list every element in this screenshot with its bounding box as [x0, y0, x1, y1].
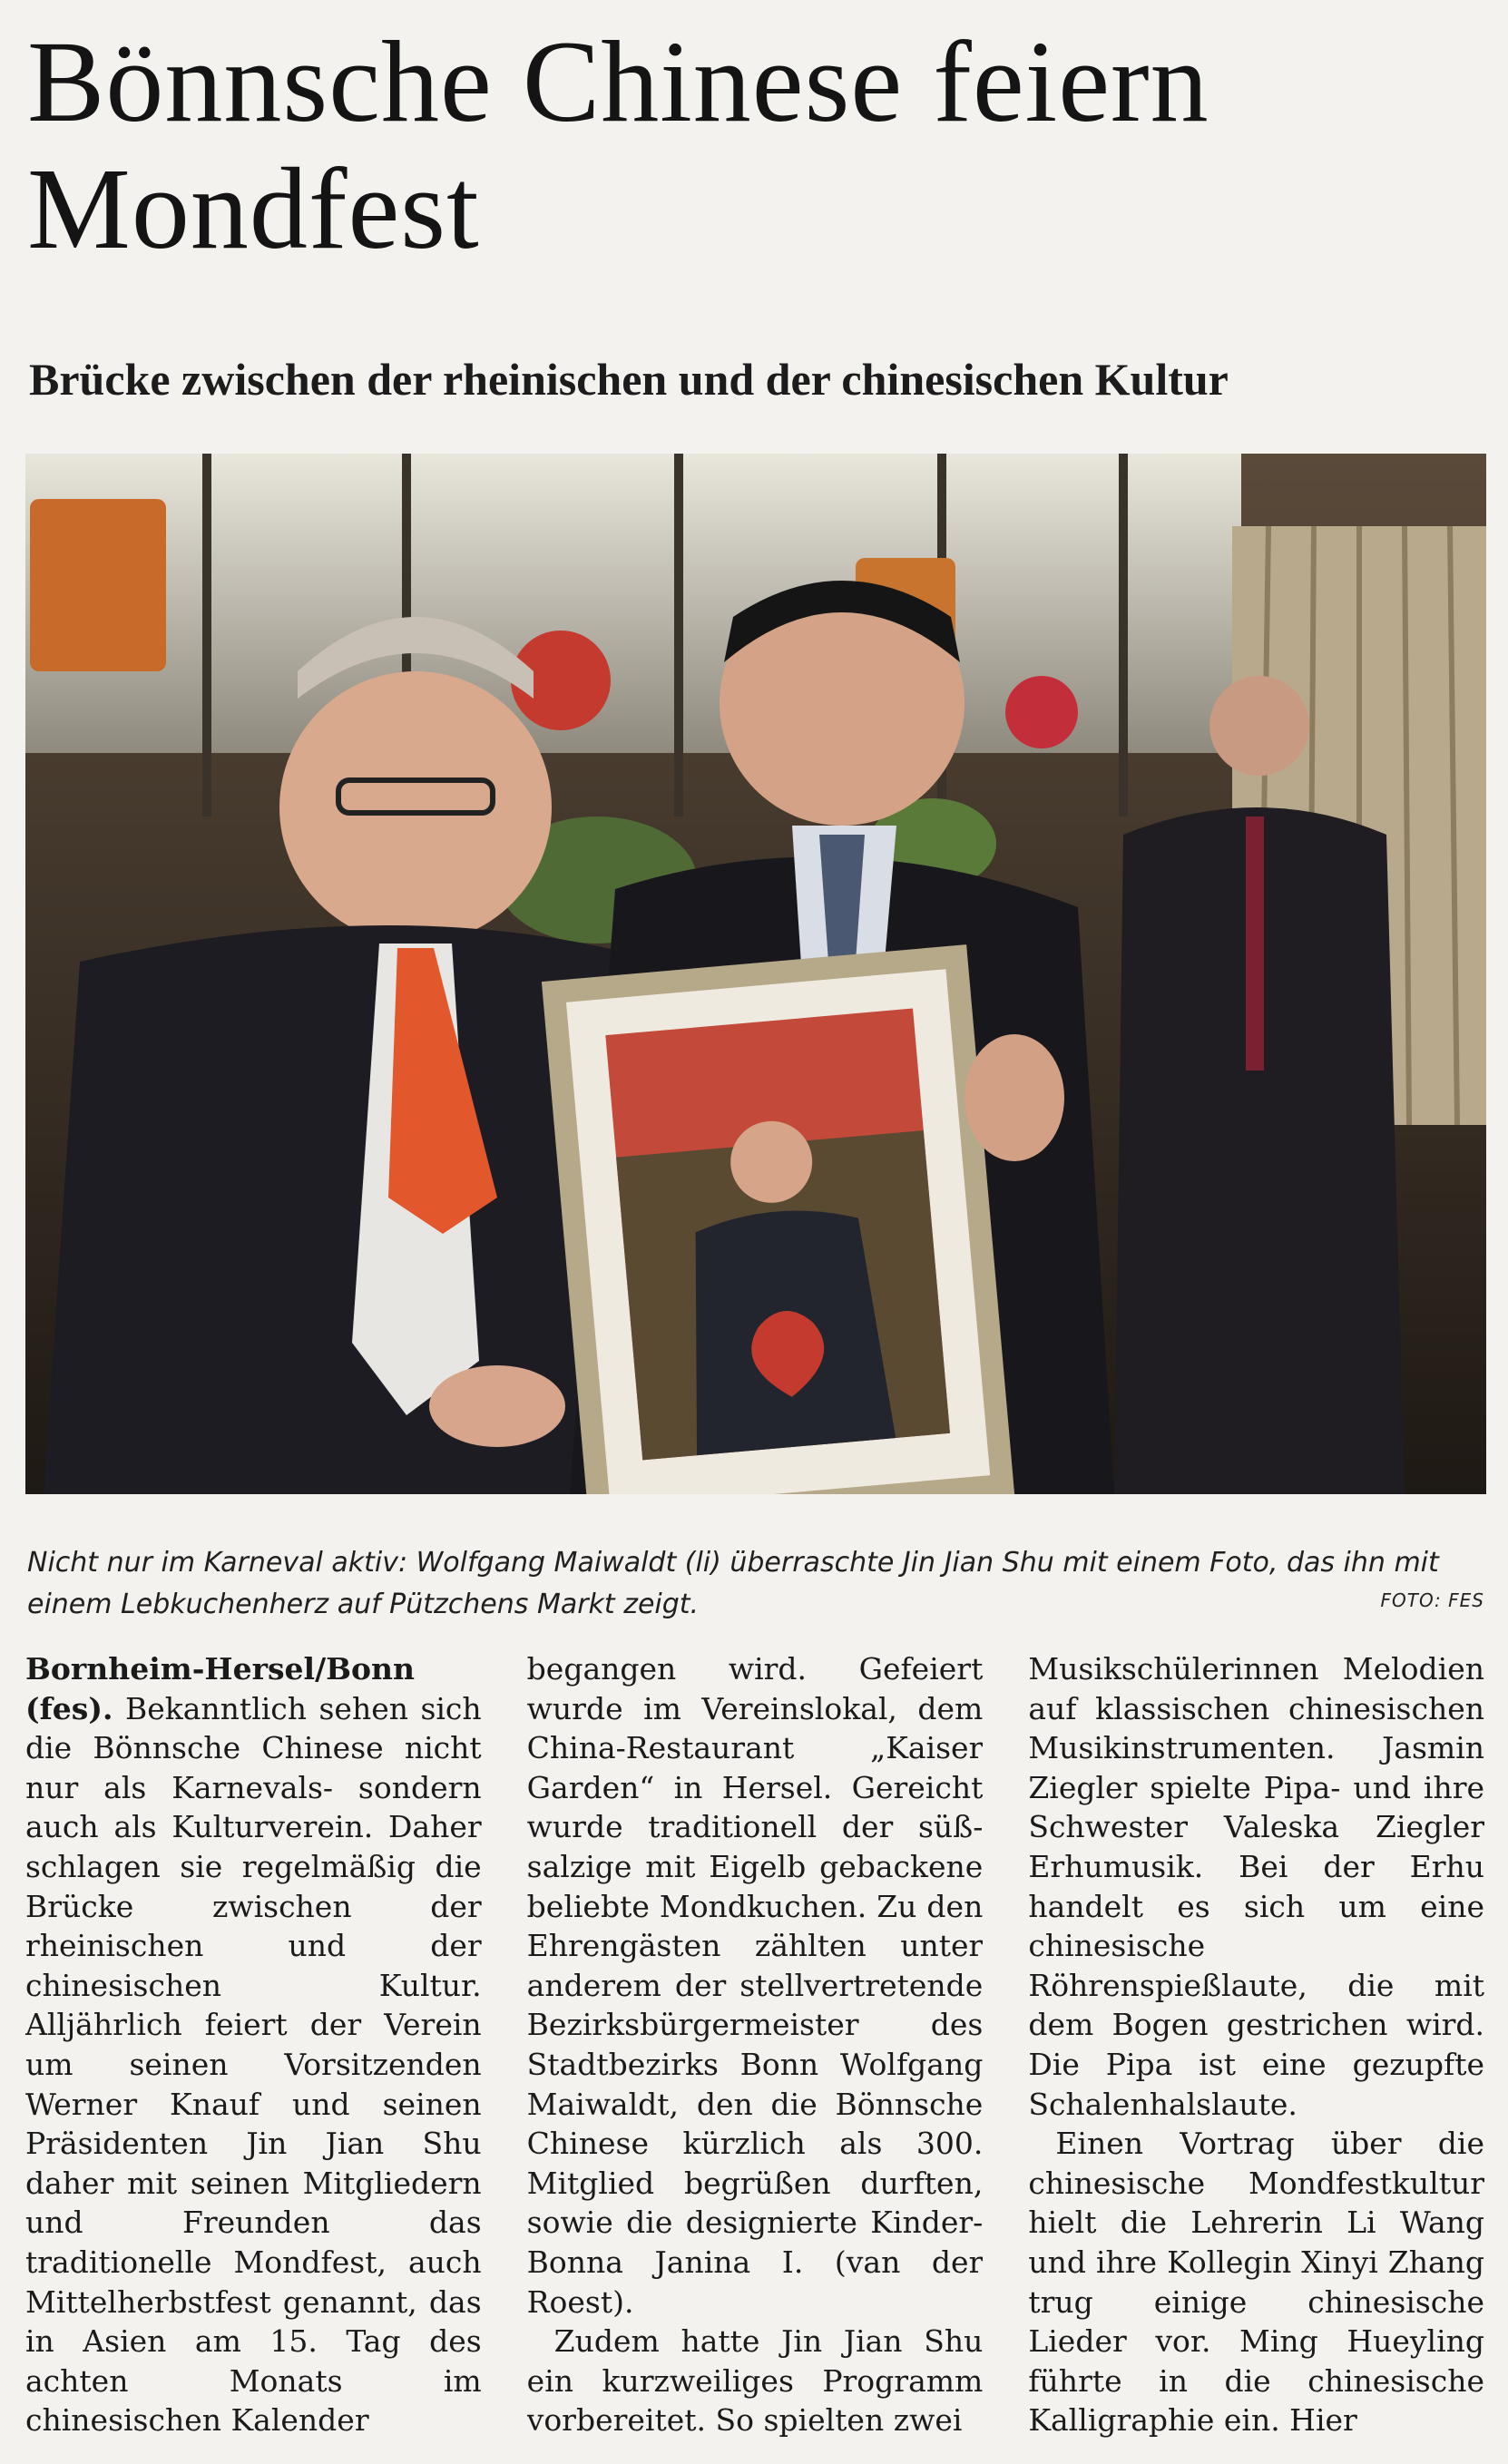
article-body	[25, 1649, 1484, 2448]
article-column-1	[25, 1649, 482, 2448]
paragraph-text: Bekanntlich sehen sich die Bönnsche Chinese nicht nur als Karnevals- sondern auch als Kulturverein. Daher schlagen sie regelmäßig die Brücke zwischen der rheinischen und der chinesischen Kultur. Alljährlich feiert der Verein um seinen Vorsitzenden Werner Knauf und seinen Präsidenten Jin Jian Shu daher mit seinen Mitgliedern und Freunden das traditionelle Mondfest, auch Mittelherbstfest genannt, das in Asien am 15. Tag des achten Monats im chinesischen Kalender	[25, 1690, 482, 2439]
dateline: Bornheim-Hersel/Bonn (fes).	[25, 1651, 416, 1726]
subheadline: Brücke zwischen der rheinischen und der chinesischen Kultur	[29, 354, 1229, 405]
photo-caption: Nicht nur im Karneval aktiv: Wolfgang Maiwaldt (li) überraschte Jin Jian Shu mit einem Foto, das ihn mit einem Lebkuchenherz auf Pützchens Markt zeigt.	[27, 1547, 1439, 1620]
photo-illustration	[25, 454, 1486, 1494]
article-column-3	[1028, 1649, 1484, 2448]
article-paragraph: Einen Vortrag über die chinesische Mondfestkultur hielt die Lehrerin Li Wang und ihre Kollegin Xinyi Zhang trug einige chinesische Lieder vor. Ming Hueyling führte in die chinesische Kalligraphie ein. Hier	[1028, 2126, 1485, 2439]
article-photo	[25, 454, 1486, 1494]
photo-credit: FOTO: FES	[1380, 1589, 1484, 1611]
article-column-2	[527, 1649, 984, 2448]
article-paragraph: Musikschülerinnen Melodien auf klassischen chinesischen Musikinstrumenten. Jasmin Ziegler spielte Pipa- und ihre Schwester Valeska Ziegler Erhumusik. Bei der Erhu handelt es sich um eine chinesische Röhrenspießlaute, die mit dem Bogen gestrichen wird. Die Pipa ist eine gezupfte Schalenhalslaute.	[1028, 1651, 1485, 2122]
article-paragraph	[25, 1649, 482, 2440]
headline: Bönnsche Chinese feiern Mondfest	[27, 17, 1209, 273]
article-paragraph: begangen wird. Gefeiert wurde im Vereinslokal, dem China-Restaurant „Kaiser Garden“ in Hersel. Gereicht wurde traditionell der süß-salzige mit Eigelb gebackene beliebte Mondkuchen. Zu den Ehrengästen zählten unter anderem der stellvertretende Bezirksbürgermeister des Stadtbezirks Bonn Wolfgang Maiwaldt, den die Bönnsche Chinese kürzlich als 300. Mitglied begrüßen durften, sowie die designierte Kinder-Bonna Janina I. (van der Roest).	[526, 1651, 984, 2320]
article-paragraph: Zudem hatte Jin Jian Shu ein kurzweiliges Programm vorbereitet. So spielten zwei	[526, 2323, 984, 2439]
